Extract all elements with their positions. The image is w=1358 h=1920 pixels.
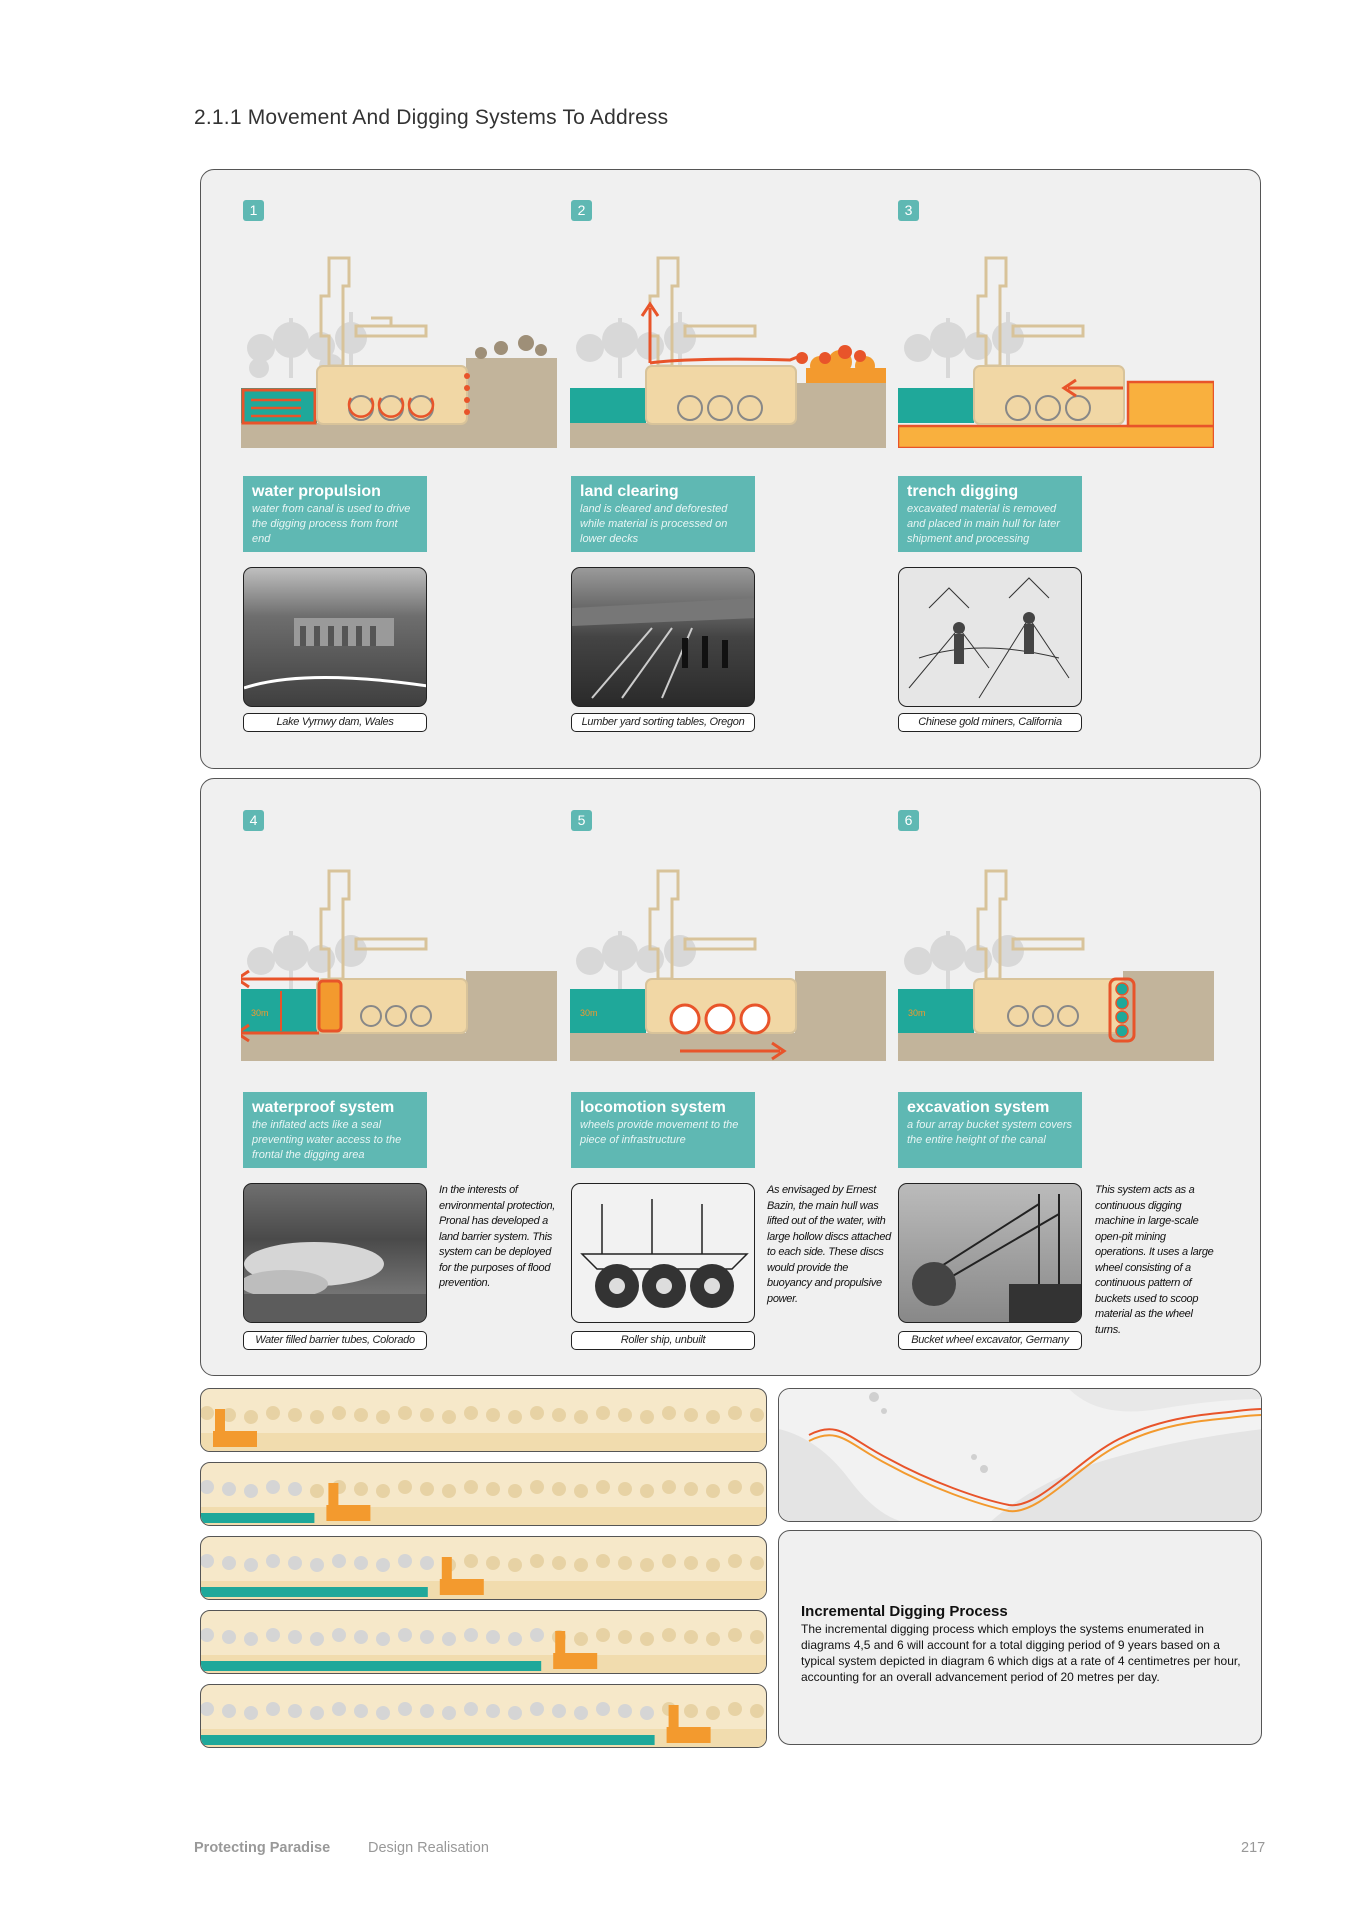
label-excavation-system: [898, 1092, 1082, 1168]
vegetation-mark: [376, 1632, 390, 1646]
digging-machine: [213, 1431, 257, 1447]
locomotion-side-note: As envisaged by Ernest Bazin, the main hull was lifted out of the water, with large hollow discs attached to each side. These discs would provide the buoyancy and propulsive power.: [767, 1184, 891, 1305]
vegetation-mark: [728, 1628, 742, 1642]
vegetation-mark: [201, 1702, 214, 1716]
vegetation-mark: [530, 1554, 544, 1568]
vegetation-mark: [288, 1482, 302, 1496]
vegetation-mark: [640, 1632, 654, 1646]
excavation-side-note: This system acts as a continuous digging machine in large-scale open-pit mining operations. It uses a large wheel consisting of a continuous pattern of buckets used to scoop material as the wheel turns.: [1095, 1184, 1214, 1336]
vegetation-mark: [508, 1706, 522, 1720]
vegetation-mark: [596, 1702, 610, 1716]
canal-band: [201, 1735, 655, 1745]
vegetation-mark: [750, 1630, 764, 1644]
vegetation-mark: [464, 1554, 478, 1568]
system-number-2: 2: [571, 200, 592, 221]
incremental-digging-panel: [778, 1530, 1262, 1745]
vegetation-mark: [574, 1410, 588, 1424]
vegetation-mark: [618, 1556, 632, 1570]
photo-caption: Lumber yard sorting tables, Oregon: [571, 713, 755, 732]
vegetation-mark: [420, 1408, 434, 1422]
vegetation-mark: [332, 1702, 346, 1716]
label-waterproof-system: [243, 1092, 427, 1168]
vegetation-mark: [596, 1554, 610, 1568]
vegetation-mark: [354, 1556, 368, 1570]
vegetation-mark: [376, 1484, 390, 1498]
depth-label: 30m: [580, 1008, 598, 1018]
diagram-excavation-system: [898, 861, 1214, 1061]
vegetation-mark: [486, 1482, 500, 1496]
vegetation-mark: [486, 1556, 500, 1570]
vegetation-mark: [552, 1408, 566, 1422]
vegetation-mark: [244, 1484, 258, 1498]
systems-panel-middle: [200, 778, 1261, 1376]
vegetation-mark: [640, 1410, 654, 1424]
machine-tower: [442, 1557, 452, 1581]
photo-lumber-yard: [571, 567, 755, 707]
machine-tower: [328, 1483, 338, 1507]
vegetation-mark: [244, 1558, 258, 1572]
vegetation-mark: [442, 1484, 456, 1498]
vegetation-mark: [354, 1630, 368, 1644]
vegetation-mark: [728, 1702, 742, 1716]
canal-band: [201, 1513, 314, 1523]
vegetation-mark: [288, 1408, 302, 1422]
vegetation-mark: [596, 1406, 610, 1420]
vegetation-mark: [662, 1628, 676, 1642]
diagram-trench-digging: [898, 248, 1214, 448]
vegetation-mark: [310, 1706, 324, 1720]
vegetation-mark: [332, 1554, 346, 1568]
vegetation-mark: [508, 1632, 522, 1646]
vegetation-mark: [486, 1408, 500, 1422]
vegetation-mark: [706, 1484, 720, 1498]
footer-section: Design Realisation: [368, 1840, 489, 1856]
vegetation-mark: [376, 1706, 390, 1720]
photo-bucket-wheel: [898, 1183, 1082, 1323]
vegetation-mark: [288, 1704, 302, 1718]
system-number-1: 1: [243, 200, 264, 221]
diagram-land-clearing: [570, 248, 886, 448]
vegetation-mark: [266, 1480, 280, 1494]
vegetation-mark: [728, 1554, 742, 1568]
vegetation-mark: [266, 1406, 280, 1420]
vegetation-mark: [464, 1480, 478, 1494]
digging-machine: [553, 1653, 597, 1669]
vegetation-mark: [244, 1410, 258, 1424]
vegetation-mark: [266, 1628, 280, 1642]
diagram-waterproof-system: [241, 861, 557, 1061]
vegetation-mark: [310, 1632, 324, 1646]
system-description: a four array bucket system covers the entire height of the canal: [907, 1119, 1073, 1146]
system-number-6: 6: [898, 810, 919, 831]
system-description: wheels provide movement to the piece of infrastructure: [580, 1119, 739, 1146]
vegetation-mark: [596, 1480, 610, 1494]
photo-dam: [243, 567, 427, 707]
photo-roller-ship: [571, 1183, 755, 1323]
vegetation-mark: [640, 1706, 654, 1720]
vegetation-mark: [398, 1480, 412, 1494]
vegetation-mark: [684, 1704, 698, 1718]
vegetation-mark: [222, 1630, 236, 1644]
vegetation-mark: [618, 1630, 632, 1644]
vegetation-mark: [684, 1408, 698, 1422]
system-description: water from canal is used to drive the digging process from front end: [252, 503, 411, 545]
vegetation-mark: [508, 1558, 522, 1572]
vegetation-mark: [486, 1630, 500, 1644]
vegetation-mark: [464, 1628, 478, 1642]
vegetation-mark: [486, 1704, 500, 1718]
vegetation-mark: [750, 1704, 764, 1718]
vegetation-mark: [201, 1554, 214, 1568]
vegetation-mark: [201, 1628, 214, 1642]
canal-band: [201, 1661, 541, 1671]
digging-machine: [440, 1579, 484, 1595]
progress-strip-5: [200, 1684, 767, 1748]
vegetation-mark: [574, 1706, 588, 1720]
system-title: water propulsion: [252, 483, 381, 500]
vegetation-mark: [442, 1632, 456, 1646]
vegetation-mark: [398, 1554, 412, 1568]
photo-caption: Roller ship, unbuilt: [571, 1331, 755, 1350]
vegetation-mark: [222, 1556, 236, 1570]
label-locomotion-system: [571, 1092, 755, 1168]
vegetation-mark: [201, 1480, 214, 1494]
label-water-propulsion: [243, 476, 427, 552]
system-number-5: 5: [571, 810, 592, 831]
vegetation-mark: [376, 1558, 390, 1572]
vegetation-mark: [728, 1406, 742, 1420]
process-description: The incremental digging process which employs the systems enumerated in diagrams 4,5 and 6 will account for a total digging period of 9 years based on a typical system depicted in diagram 6 which digs at a rate of 4 centimetres per hour, accounting for an overall advancement period of 20 metres per day.: [801, 1622, 1241, 1684]
vegetation-mark: [618, 1408, 632, 1422]
vegetation-mark: [508, 1410, 522, 1424]
system-title: land clearing: [580, 483, 679, 500]
vegetation-mark: [244, 1706, 258, 1720]
canal-band: [201, 1587, 428, 1597]
vegetation-mark: [728, 1480, 742, 1494]
machine-tower: [555, 1631, 565, 1655]
system-description: excavated material is removed and placed in main hull for later shipment and processing: [907, 503, 1060, 545]
vegetation-mark: [332, 1628, 346, 1642]
vegetation-mark: [354, 1482, 368, 1496]
vegetation-mark: [201, 1406, 214, 1420]
label-trench-digging: [898, 476, 1082, 552]
progress-strip-1: [200, 1388, 767, 1452]
vegetation-mark: [398, 1406, 412, 1420]
system-description: the inflated acts like a seal preventing water access to the frontal the digging area: [252, 1119, 402, 1161]
vegetation-mark: [640, 1484, 654, 1498]
vegetation-mark: [552, 1704, 566, 1718]
vegetation-mark: [398, 1628, 412, 1642]
vegetation-mark: [750, 1482, 764, 1496]
vegetation-mark: [706, 1558, 720, 1572]
digging-machine: [667, 1727, 711, 1743]
vegetation-mark: [596, 1628, 610, 1642]
diagram-water-propulsion: [241, 248, 557, 448]
vegetation-mark: [530, 1702, 544, 1716]
progress-strip-2: [200, 1462, 767, 1526]
vegetation-mark: [508, 1484, 522, 1498]
vegetation-mark: [420, 1482, 434, 1496]
vegetation-mark: [266, 1702, 280, 1716]
vegetation-mark: [574, 1558, 588, 1572]
vegetation-mark: [662, 1554, 676, 1568]
photo-caption: Chinese gold miners, California: [898, 713, 1082, 732]
vegetation-mark: [684, 1556, 698, 1570]
page-number: 217: [1241, 1840, 1266, 1856]
vegetation-mark: [750, 1408, 764, 1422]
system-number-3: 3: [898, 200, 919, 221]
machine-tower: [215, 1409, 225, 1433]
system-title: waterproof system: [252, 1099, 395, 1116]
system-title: trench digging: [907, 483, 1019, 500]
vegetation-mark: [288, 1556, 302, 1570]
progress-strip-4: [200, 1610, 767, 1674]
vegetation-mark: [310, 1484, 324, 1498]
vegetation-mark: [222, 1704, 236, 1718]
vegetation-mark: [684, 1630, 698, 1644]
footer-brand: Protecting Paradise: [194, 1840, 331, 1856]
vegetation-mark: [420, 1630, 434, 1644]
photo-caption: Lake Vyrnwy dam, Wales: [243, 713, 427, 732]
vegetation-mark: [464, 1702, 478, 1716]
waterproof-side-note: In the interests of environmental protection, Pronal has developed a land barrier system. This system can be deployed for the purposes of flood prevention.: [439, 1184, 556, 1289]
vegetation-mark: [530, 1628, 544, 1642]
vegetation-mark: [420, 1556, 434, 1570]
vegetation-mark: [552, 1482, 566, 1496]
photo-caption: Bucket wheel excavator, Germany: [898, 1331, 1082, 1350]
depth-label: 30m: [251, 1008, 269, 1018]
vegetation-mark: [684, 1482, 698, 1496]
label-land-clearing: [571, 476, 755, 552]
canal-route-map: [778, 1388, 1262, 1522]
vegetation-mark: [398, 1702, 412, 1716]
vegetation-mark: [706, 1706, 720, 1720]
vegetation-mark: [750, 1556, 764, 1570]
vegetation-mark: [530, 1406, 544, 1420]
systems-panel-top: [200, 169, 1261, 769]
vegetation-mark: [618, 1482, 632, 1496]
vegetation-mark: [288, 1630, 302, 1644]
vegetation-mark: [574, 1484, 588, 1498]
vegetation-mark: [310, 1410, 324, 1424]
vegetation-mark: [530, 1480, 544, 1494]
vegetation-mark: [618, 1704, 632, 1718]
page-title: 2.1.1 Movement And Digging Systems To Address: [194, 106, 669, 129]
vegetation-mark: [354, 1408, 368, 1422]
vegetation-mark: [420, 1704, 434, 1718]
vegetation-mark: [244, 1632, 258, 1646]
digging-machine: [326, 1505, 370, 1521]
depth-label: 30m: [908, 1008, 926, 1018]
vegetation-mark: [662, 1480, 676, 1494]
vegetation-mark: [706, 1410, 720, 1424]
vegetation-mark: [442, 1410, 456, 1424]
vegetation-mark: [574, 1632, 588, 1646]
system-title: locomotion system: [580, 1099, 726, 1116]
vegetation-mark: [464, 1406, 478, 1420]
vegetation-mark: [310, 1558, 324, 1572]
photo-caption: Water filled barrier tubes, Colorado: [243, 1331, 427, 1350]
system-title: excavation system: [907, 1099, 1050, 1116]
progress-strip-3: [200, 1536, 767, 1600]
vegetation-mark: [662, 1406, 676, 1420]
vegetation-mark: [222, 1482, 236, 1496]
vegetation-mark: [706, 1632, 720, 1646]
machine-tower: [669, 1705, 679, 1729]
vegetation-mark: [266, 1554, 280, 1568]
vegetation-mark: [354, 1704, 368, 1718]
diagram-locomotion-system: [570, 861, 886, 1061]
ground-band: [201, 1433, 767, 1452]
vegetation-mark: [552, 1556, 566, 1570]
system-description: land is cleared and deforested while material is processed on lower decks: [580, 503, 728, 545]
photo-barrier-tubes: [243, 1183, 427, 1323]
vegetation-mark: [376, 1410, 390, 1424]
system-number-4: 4: [243, 810, 264, 831]
photo-gold-miners: [898, 567, 1082, 707]
vegetation-mark: [640, 1558, 654, 1572]
vegetation-mark: [332, 1406, 346, 1420]
vegetation-mark: [442, 1706, 456, 1720]
process-title: Incremental Digging Process: [801, 1603, 1008, 1620]
